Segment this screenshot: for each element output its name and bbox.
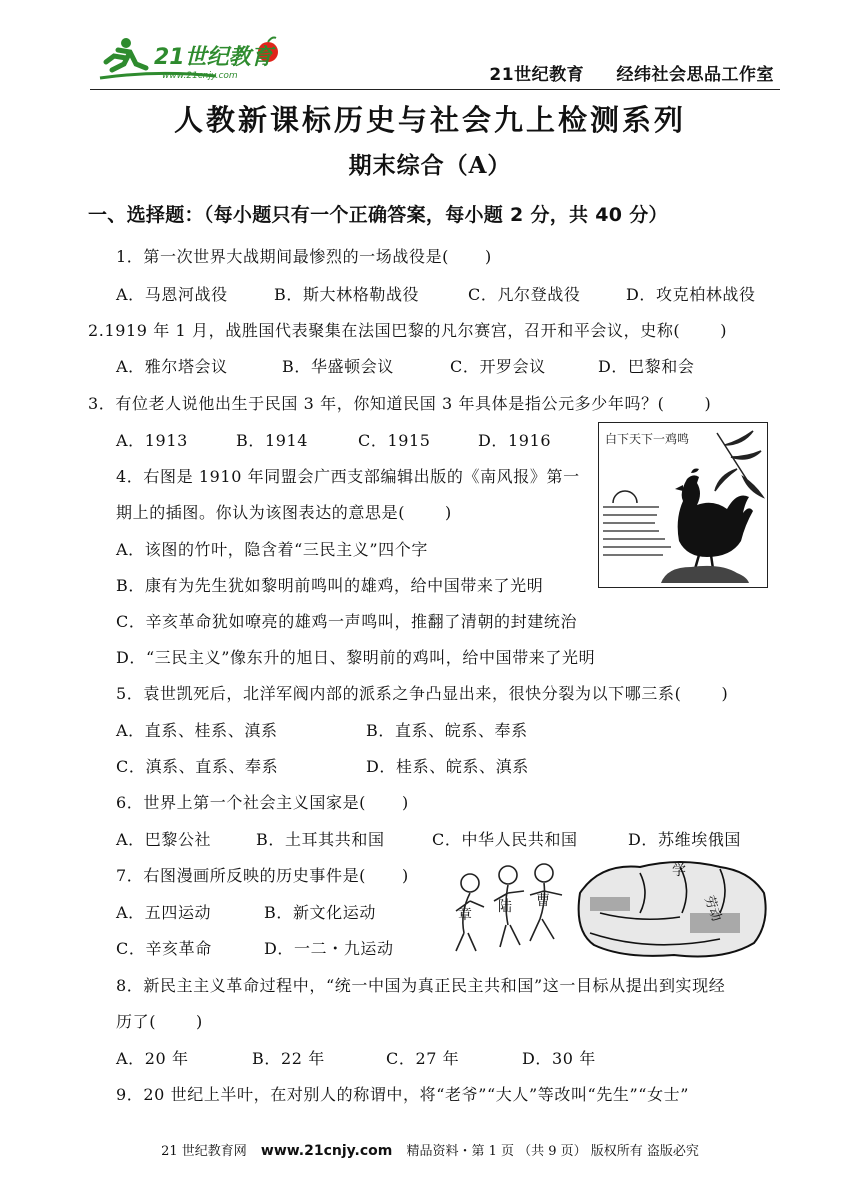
question-7: 7．右图漫画所反映的历史事件是( ) <box>116 866 409 885</box>
figure-fist-cartoon <box>440 853 770 961</box>
question-4-option-b: B．康有为先生犹如黎明前鸣叫的雄鸡，给中国带来了光明 <box>116 576 544 595</box>
header-rule <box>90 89 780 90</box>
option-a: A．1913 <box>116 431 188 450</box>
header-studio: 经纬社会思品工作室 <box>616 65 774 85</box>
option-b: B．1914 <box>236 431 309 450</box>
figure-rooster <box>598 422 768 588</box>
option-b: B．土耳其共和国 <box>256 830 385 849</box>
svg-text:白下天下一鸡鸣: 白下天下一鸡鸣 <box>605 432 690 446</box>
option-d: D．1916 <box>478 431 552 450</box>
option-c: C．中华人民共和国 <box>432 830 578 849</box>
option-a: A．巴黎公社 <box>116 830 212 849</box>
question-2: 2.1919 年 1 月，战胜国代表聚集在法国巴黎的凡尔赛宫，召开和平会议，史称( ) <box>88 321 728 340</box>
option-a: A．雅尔塔会议 <box>116 357 228 376</box>
option-b: B．华盛顿会议 <box>282 357 394 376</box>
svg-text:劳动: 劳动 <box>700 893 724 924</box>
option-b: B．22 年 <box>252 1049 325 1068</box>
option-c: C．27 年 <box>386 1049 460 1068</box>
svg-text:章: 章 <box>458 907 472 923</box>
header-right <box>489 60 774 85</box>
svg-text:学: 学 <box>672 863 686 879</box>
rooster-illustration <box>599 423 767 587</box>
option-c: C．凡尔登战役 <box>468 285 581 304</box>
option-a: A．20 年 <box>116 1049 189 1068</box>
question-5: 5．袁世凯死后，北洋军阀内部的派系之争凸显出来，很快分裂为以下哪三系( ) <box>116 684 729 703</box>
page-title: 人教新课标历史与社会九上检测系列 <box>173 103 686 137</box>
option-b: B．新文化运动 <box>264 903 376 922</box>
question-4-option-d: D．“三民主义”像东升的旭日、黎明前的鸡叫，给中国带来了光明 <box>116 648 596 667</box>
question-9: 9．20 世纪上半叶，在对别人的称谓中，将“老爷”“大人”等改叫“先生”“女士” <box>116 1085 690 1104</box>
option-b: B．直系、皖系、奉系 <box>366 721 528 740</box>
svg-text:陆: 陆 <box>498 899 512 915</box>
option-d: D．30 年 <box>522 1049 596 1068</box>
option-a: A．直系、桂系、滇系 <box>116 721 278 740</box>
footer-left: 21 世纪教育网 <box>161 1144 247 1159</box>
question-1: 1．第一次世界大战期间最惨烈的一场战役是( ) <box>116 247 492 266</box>
page-header <box>88 30 778 90</box>
option-d: D．攻克柏林战役 <box>626 285 756 304</box>
option-d: D．桂系、皖系、滇系 <box>366 757 529 776</box>
question-4: 4．右图是 1910 年同盟会广西支部编辑出版的《南风报》第一 <box>116 467 580 486</box>
option-a: A．马恩河战役 <box>116 285 228 304</box>
option-d: D．一二・九运动 <box>264 939 394 958</box>
question-4-option-a: A．该图的竹叶，隐含着“三民主义”四个字 <box>116 540 428 559</box>
question-4-cont: 期上的插图。你认为该图表达的意思是( ) <box>116 503 452 522</box>
option-c: C．开罗会议 <box>450 357 546 376</box>
option-d: D．苏维埃俄国 <box>628 830 742 849</box>
question-8-cont: 历了( ) <box>116 1012 203 1031</box>
page-subtitle: 期末综合（A） <box>348 152 512 179</box>
question-6: 6．世界上第一个社会主义国家是( ) <box>116 793 409 812</box>
svg-text:www.21cnjy.com: www.21cnjy.com <box>162 71 238 81</box>
svg-text:曹: 曹 <box>536 893 550 909</box>
footer-right: 精品资料・第 1 页 （共 9 页） 版权所有 盗版必究 <box>406 1144 699 1159</box>
question-3: 3．有位老人说他出生于民国 3 年，你知道民国 3 年具体是指公元多少年吗？( ) <box>88 394 712 413</box>
question-8: 8．新民主主义革命过程中，“统一中国为真正民主共和国”这一目标从提出到实现经 <box>116 976 726 995</box>
option-d: D．巴黎和会 <box>598 357 695 376</box>
footer-site-link[interactable]: www.21cnjy.com <box>260 1143 393 1159</box>
option-c: C．辛亥革命 <box>116 939 212 958</box>
option-c: C．1915 <box>358 431 431 450</box>
fist-cartoon-illustration <box>440 853 770 961</box>
question-4-option-c: C．辛亥革命犹如嘹亮的雄鸡一声鸣叫，推翻了清朝的封建统治 <box>116 612 578 631</box>
header-org: 21世纪教育 <box>489 65 585 85</box>
option-c: C．滇系、直系、奉系 <box>116 757 279 776</box>
logo-21cnjy <box>96 34 286 86</box>
section-heading: 一、选择题：（每小题只有一个正确答案，每小题 2 分，共 40 分） <box>88 204 668 226</box>
page-footer <box>0 1140 860 1159</box>
option-b: B．斯大林格勒战役 <box>274 285 420 304</box>
option-a: A．五四运动 <box>116 903 212 922</box>
svg-text:21世纪教育: 21世纪教育 <box>154 45 273 70</box>
